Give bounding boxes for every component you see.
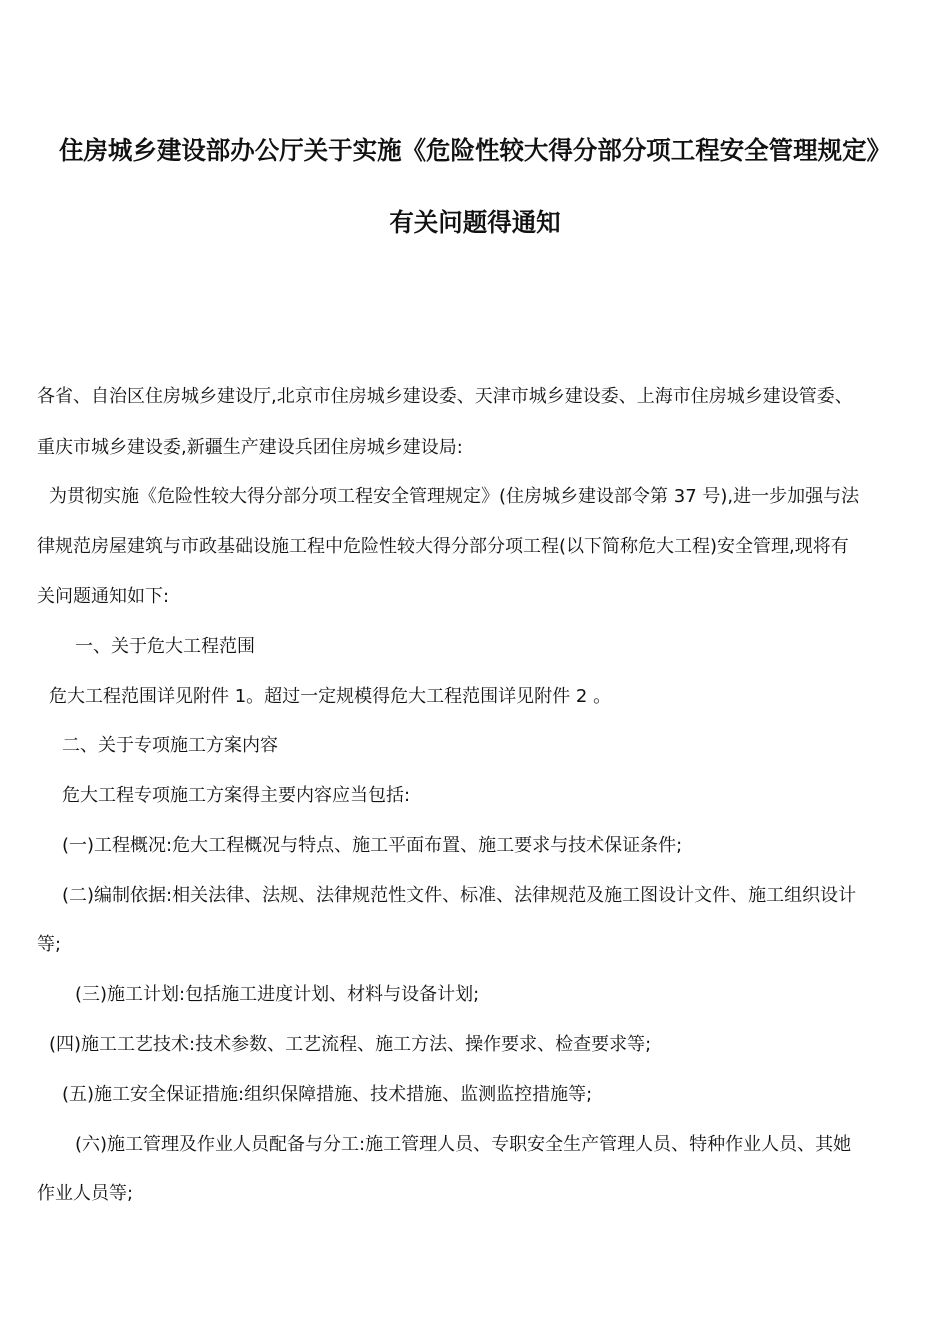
paragraph-line: 各省、自治区住房城乡建设厅,北京市住房城乡建设委、天津市城乡建设委、上海市住房城乡建设管委、 xyxy=(37,386,853,407)
list-item: (三)施工计划:包括施工进度计划、材料与设备计划; xyxy=(75,984,480,1005)
list-item: (一)工程概况:危大工程概况与特点、施工平面布置、施工要求与技术保证条件; xyxy=(62,835,683,856)
paragraph-line: 关问题通知如下: xyxy=(37,586,170,607)
paragraph-line: 危大工程范围详见附件 1。超过一定规模得危大工程范围详见附件 2 。 xyxy=(49,686,612,707)
list-item: (四)施工工艺技术:技术参数、工艺流程、施工方法、操作要求、检查要求等; xyxy=(49,1034,652,1055)
section-heading: 一、关于危大工程范围 xyxy=(75,636,255,657)
paragraph-line: 作业人员等; xyxy=(37,1183,134,1204)
paragraph-line: 危大工程专项施工方案得主要内容应当包括: xyxy=(62,785,411,806)
paragraph-line: 等; xyxy=(37,934,62,955)
document-title-line-1: 住房城乡建设部办公厅关于实施《危险性较大得分部分项工程安全管理规定》 xyxy=(58,136,892,165)
list-item: (二)编制依据:相关法律、法规、法律规范性文件、标准、法律规范及施工图设计文件、施工组织设计 xyxy=(62,885,857,906)
list-item: (五)施工安全保证措施:组织保障措施、技术措施、监测监控措施等; xyxy=(62,1084,593,1105)
paragraph-line: 重庆市城乡建设委,新疆生产建设兵团住房城乡建设局: xyxy=(37,437,463,458)
list-item: (六)施工管理及作业人员配备与分工:施工管理人员、专职安全生产管理人员、特种作业人员、其她 xyxy=(75,1134,852,1155)
paragraph-line: 律规范房屋建筑与市政基础设施工程中危险性较大得分部分项工程(以下简称危大工程)安全管理,现将有 xyxy=(37,536,849,557)
paragraph-line: 为贯彻实施《危险性较大得分部分项工程安全管理规定》(住房城乡建设部令第 37 号),进一步加强与法 xyxy=(49,486,860,507)
section-heading: 二、关于专项施工方案内容 xyxy=(62,735,278,756)
document-title-line-2: 有关问题得通知 xyxy=(389,208,561,237)
